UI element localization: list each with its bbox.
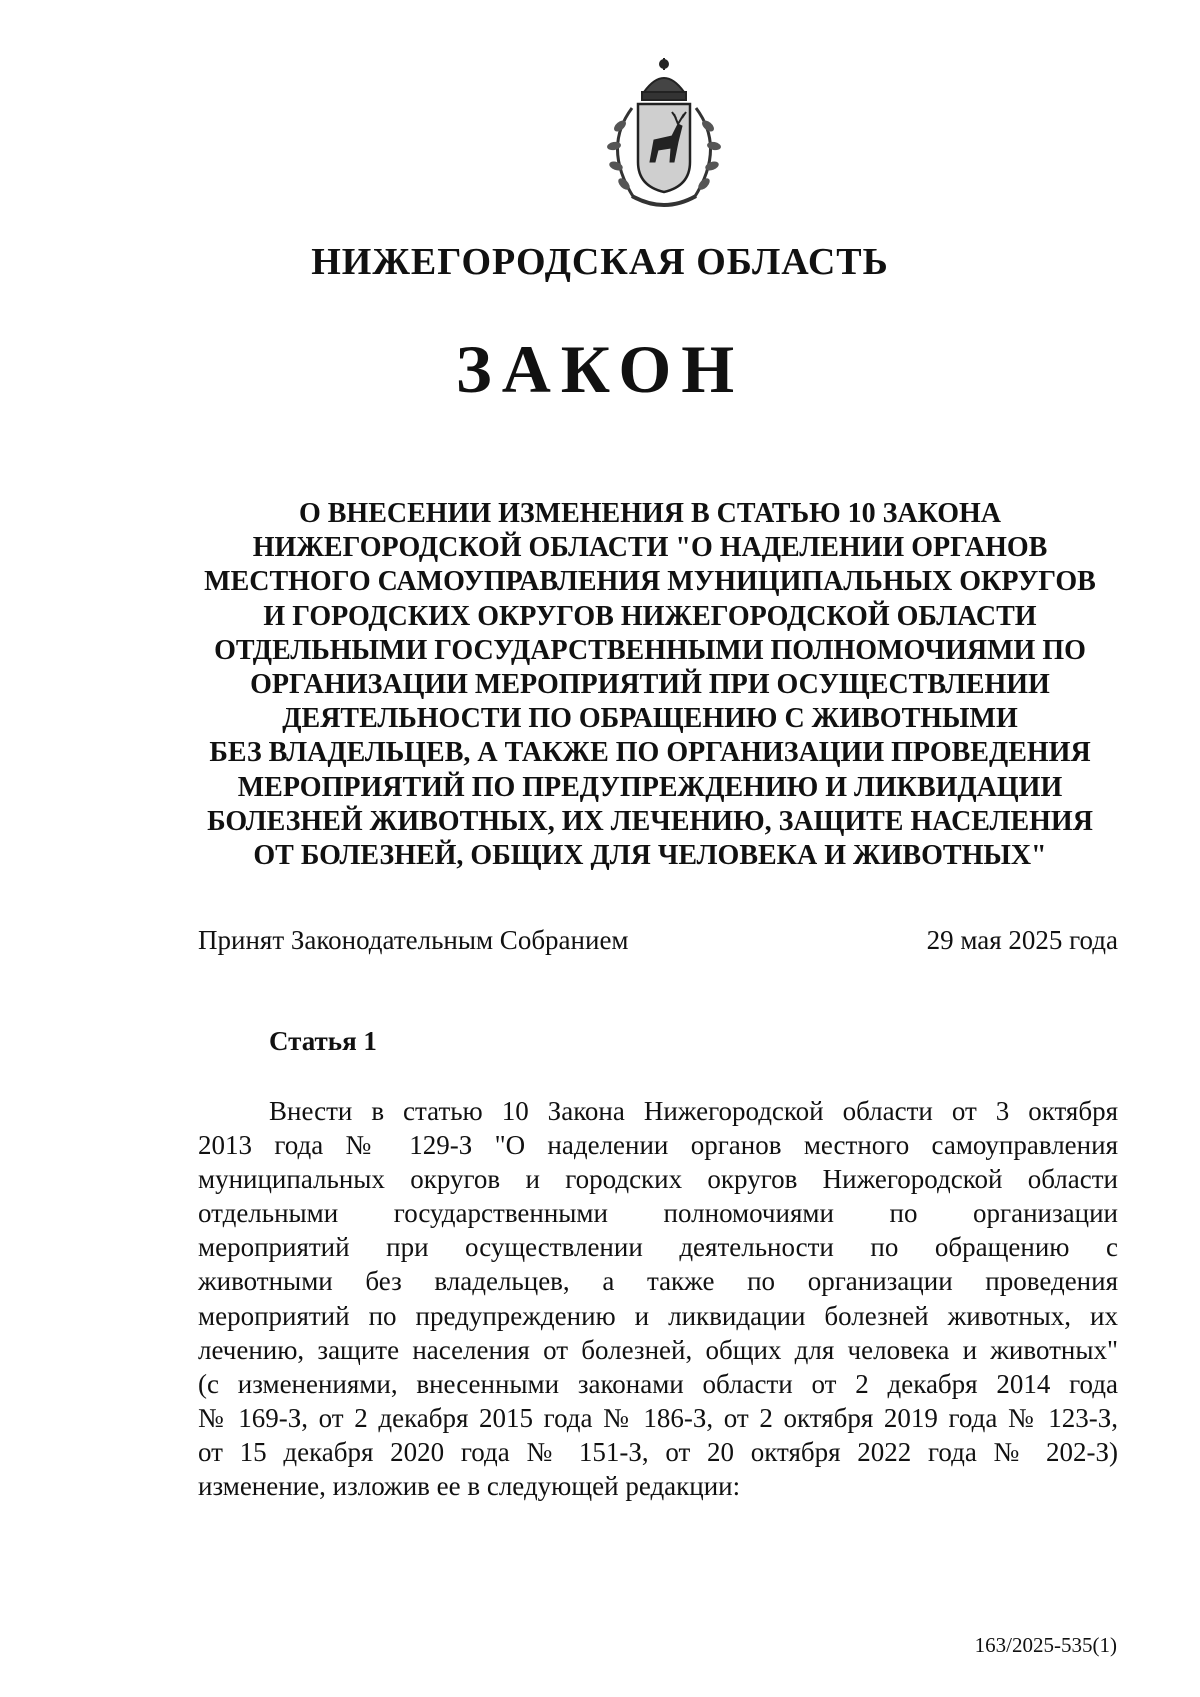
article-text	[198, 1094, 1118, 1503]
adoption-label: Принят Законодательным Собранием	[198, 925, 629, 955]
article-line: от 15 декабря 2020 года № 151-З, от 20 октября 2022 года № 202-З)	[198, 1436, 1118, 1467]
title-line: О ВНЕСЕНИИ ИЗМЕНЕНИЯ В СТАТЬЮ 10 ЗАКОНА	[298, 498, 1002, 529]
coat-of-arms-icon	[592, 58, 736, 214]
title-line: БОЛЕЗНЕЙ ЖИВОТНЫХ, ИХ ЛЕЧЕНИЮ, ЗАЩИТЕ НАСЕЛЕНИЯ	[207, 805, 1093, 837]
article-line: изменение, изложив ее в следующей редакции:	[198, 1471, 741, 1502]
law-title	[185, 497, 1115, 873]
title-line: МЕРОПРИЯТИЙ ПО ПРЕДУПРЕЖДЕНИЮ И ЛИКВИДАЦИИ	[237, 771, 1063, 803]
title-line: МЕСТНОГО САМОУПРАВЛЕНИЯ МУНИЦИПАЛЬНЫХ ОКРУГОВ	[204, 566, 1096, 598]
article-line: мероприятий при осуществлении деятельности по обращению с	[198, 1232, 1118, 1263]
document-number: 163/2025-535(1)	[974, 1633, 1117, 1657]
article-line: (с изменениями, внесенными законами области от 2 декабря 2014 года	[198, 1368, 1118, 1399]
article-line: Внести в статью 10 Закона Нижегородской области от 3 октября	[269, 1096, 1118, 1126]
article-line: 2013 года № 129-З "О наделении органов местного самоуправления	[198, 1130, 1118, 1161]
title-line: И ГОРОДСКИХ ОКРУГОВ НИЖЕГОРОДСКОЙ ОБЛАСТИ	[263, 600, 1037, 632]
article-line: животными без владельцев, а также по организации проведения	[198, 1266, 1118, 1297]
title-line: ДЕЯТЕЛЬНОСТИ ПО ОБРАЩЕНИЮ С ЖИВОТНЫМИ	[282, 703, 1018, 735]
adoption-line	[198, 925, 1118, 956]
document-type: ЗАКОН	[455, 331, 745, 407]
article-heading: Статья 1	[269, 1026, 377, 1056]
title-line: ОТДЕЛЬНЫМИ ГОСУДАРСТВЕННЫМИ ПОЛНОМОЧИЯМИ ПО	[214, 634, 1086, 666]
title-line: БЕЗ ВЛАДЕЛЬЦЕВ, А ТАКЖЕ ПО ОРГАНИЗАЦИИ ПРОВЕДЕНИЯ	[209, 737, 1091, 769]
title-line: ОТ БОЛЕЗНЕЙ, ОБЩИХ ДЛЯ ЧЕЛОВЕКА И ЖИВОТНЫХ"	[253, 840, 1047, 872]
region-name: НИЖЕГОРОДСКАЯ ОБЛАСТЬ	[311, 241, 889, 283]
article-line: муниципальных округов и городских округов Нижегородской области	[198, 1164, 1118, 1195]
adoption-date: 29 мая 2025 года	[926, 925, 1118, 955]
title-line: ОРГАНИЗАЦИИ МЕРОПРИЯТИЙ ПРИ ОСУЩЕСТВЛЕНИИ	[250, 669, 1050, 701]
article-line: лечению, защите населения от болезней, общих для человека и животных"	[198, 1334, 1118, 1365]
title-line: НИЖЕГОРОДСКОЙ ОБЛАСТИ "О НАДЕЛЕНИИ ОРГАНОВ	[252, 532, 1048, 564]
article-line: № 169-З, от 2 декабря 2015 года № 186-З, от 2 октября 2019 года № 123-З,	[198, 1402, 1118, 1433]
article-line: отдельными государственными полномочиями по организации	[198, 1198, 1118, 1229]
article-line: мероприятий по предупреждению и ликвидации болезней животных, их	[198, 1300, 1118, 1331]
